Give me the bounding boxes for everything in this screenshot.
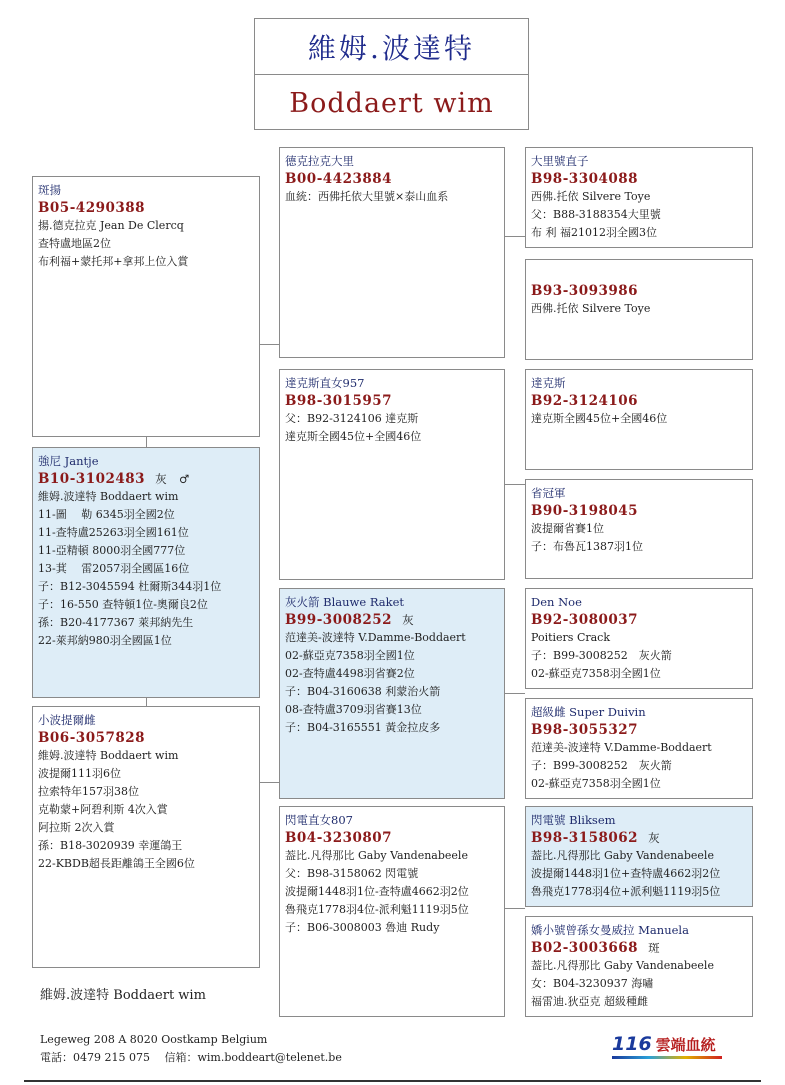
pigeon-info-line: 西佛.托依 Silvere Toye	[531, 190, 651, 203]
pigeon-name: 灰火箭 Blauwe Raket	[285, 595, 405, 609]
ring-number: B98-3055327	[531, 722, 639, 738]
pigeon-info-line: 查特盧地區2位	[38, 237, 111, 250]
pigeon-info-line: 11-查特盧25263羽全國161位	[38, 526, 189, 539]
pigeon-name: 小波提爾雌	[38, 713, 96, 727]
pigeon-info-line: 葢比.凡得那比 Gaby Vandenabeele	[531, 959, 714, 972]
ring-number: B92-3124106	[531, 393, 639, 409]
pigeon-info-line: 11-圖 勒 6345羽全國2位	[38, 508, 175, 521]
pigeon-info-line: 02-查特盧4498羽省賽2位	[285, 667, 415, 680]
pigeon-info-line: 西佛.托依 Silvere Toye	[531, 302, 651, 315]
connector-line	[504, 236, 525, 237]
pigeon-info-line: 子：B99-3008252 灰火箭	[531, 649, 672, 662]
pigeon-card-subject	[32, 447, 260, 698]
pigeon-info-line: 女：B04-3230937 海嘯	[531, 977, 654, 990]
ring-number: B99-3008252	[285, 612, 393, 628]
ring-number: B93-3093986	[531, 283, 639, 299]
pigeon-info-line: 阿拉斯 2次入賞	[38, 821, 115, 834]
ring-number-row	[531, 829, 747, 847]
pigeon-info-line: 13-萁 雷2057羽全國區16位	[38, 562, 190, 575]
pigeon-card-sdd	[525, 479, 753, 579]
pigeon-card-dds	[525, 806, 753, 907]
pigeon-card-dam-dam	[279, 806, 505, 1017]
ring-number: B98-3158062	[531, 830, 639, 846]
pigeon-name: 達克斯	[531, 376, 566, 390]
ring-number-row	[38, 470, 254, 488]
pigeon-card-sss	[525, 147, 753, 248]
pigeon-name: 大里號直子	[531, 154, 589, 168]
ring-number: B98-3304088	[531, 171, 639, 187]
pigeon-info-line: 孫：B20-4177367 萊邦納先生	[38, 616, 194, 629]
title-box	[254, 18, 529, 130]
pigeon-card-sire-dam	[279, 369, 505, 580]
pigeon-color: 灰	[402, 613, 415, 627]
ring-number: B90-3198045	[531, 503, 639, 519]
pigeon-info-line: 子：B04-3165551 黃金拉皮多	[285, 721, 441, 734]
pigeon-info-line: 葢比.凡得那比 Gaby Vandenabeele	[285, 849, 468, 862]
pigeon-info-line: 布 利 福21012羽全國3位	[531, 226, 657, 239]
pigeon-name: 超級雌 Super Duivin	[531, 705, 646, 719]
footer-divider	[24, 1080, 761, 1082]
title-chinese: 維姆.波達特	[255, 19, 528, 75]
pigeon-info-line: 08-查特盧3709羽省賽13位	[285, 703, 422, 716]
pigeon-card-sire	[32, 176, 260, 437]
contact-block	[40, 1031, 342, 1067]
ring-number-row	[531, 939, 747, 957]
logo-number: 116	[612, 1033, 652, 1055]
pigeon-card-ssd	[525, 259, 753, 360]
pigeon-info-line: 02-蘇亞克7358羽全國1位	[531, 667, 661, 680]
ring-number-row	[285, 611, 499, 629]
pigeon-name: 德克拉克大里	[285, 154, 354, 168]
pigeon-info-line: 父：B92-3124106 達克斯	[285, 412, 419, 425]
pigeon-info-line: 范達美-波達特 V.Damme-Boddaert	[285, 631, 466, 644]
connector-line	[259, 782, 280, 783]
pigeon-info-line: 子：B12-3045594 杜爾斯344羽1位	[38, 580, 222, 593]
pigeon-color: 灰	[648, 831, 661, 845]
connector-line	[146, 697, 147, 706]
pigeon-name: 閃電直女807	[285, 813, 353, 827]
pigeon-info-line: 維姆.波達特 Boddaert wim	[38, 490, 179, 503]
pigeon-info-line: 魯飛克1778羽4位+派利魁1119羽5位	[531, 885, 721, 898]
pigeon-name: 強尼 Jantje	[38, 454, 99, 468]
ring-number: B10-3102483	[38, 471, 146, 487]
pigeon-name: 嬌小號曾孫女曼威拉 Manuela	[531, 923, 689, 937]
pigeon-info-line: 克勒蒙+阿碧利斯 4次入賞	[38, 803, 168, 816]
pigeon-info-line: 子：B99-3008252 灰火箭	[531, 759, 672, 772]
pigeon-info-line: 波提爾1448羽1位-查特盧4662羽2位	[285, 885, 469, 898]
pigeon-card-dam	[32, 706, 260, 968]
ring-number: B04-3230807	[285, 830, 393, 846]
pigeon-info-line: 22-KBDB超長距離鴿王全國6位	[38, 857, 195, 870]
address-line: Legeweg 208 A 8020 Oostkamp Belgium	[40, 1033, 268, 1046]
pigeon-info-line: 葢比.凡得那比 Gaby Vandenabeele	[531, 849, 714, 862]
pigeon-info-line: 父：B88-3188354大里號	[531, 208, 661, 221]
pigeon-info-line: 22-萊邦納980羽全國區1位	[38, 634, 172, 647]
logo-text: 雲端血統	[655, 1035, 716, 1054]
pigeon-info-line: 范達美-波達特 V.Damme-Boddaert	[531, 741, 712, 754]
logo-swoosh	[612, 1056, 722, 1059]
connector-line	[259, 344, 280, 345]
pigeon-name: 達克斯直女957	[285, 376, 365, 390]
pigeon-info-line: 孫：B18-3020939 幸運鴿王	[38, 839, 183, 852]
pigeon-info-line: 11-亞精頓 8000羽全國777位	[38, 544, 186, 557]
pigeon-info-line: 維姆.波達特 Boddaert wim	[38, 749, 179, 762]
pigeon-name: Den Noe	[531, 595, 582, 609]
pigeon-card-ddd	[525, 916, 753, 1017]
pigeon-name: 閃電號 Bliksem	[531, 813, 616, 827]
pigeon-info-line: 達克斯全國45位+全國46位	[285, 430, 422, 443]
pigeon-info-line: 子：布魯瓦1387羽1位	[531, 540, 643, 553]
pigeon-info-line: 波提爾省賽1位	[531, 522, 604, 535]
ring-number: B92-3080037	[531, 612, 639, 628]
pigeon-info-line: 子：B06-3008003 魯迪 Rudy	[285, 921, 440, 934]
pigeon-info-line: 子：16-550 查特頓1位-奧爾良2位	[38, 598, 208, 611]
pigeon-name	[531, 264, 747, 282]
ring-number: B02-3003668	[531, 940, 639, 956]
pigeon-info-line: 達克斯全國45位+全國46位	[531, 412, 668, 425]
ring-number: B98-3015957	[285, 393, 393, 409]
owner-name: 維姆.波達特 Boddaert wim	[40, 988, 206, 1003]
pigeon-info-line: 揚.德克拉克 Jean De Clercq	[38, 219, 184, 232]
pigeon-card-sds	[525, 369, 753, 470]
pigeon-info-line: 子：B04-3160638 利蒙治火箭	[285, 685, 441, 698]
pigeon-info-line: 血統：西佛托依大里號×泰山血系	[285, 190, 449, 203]
pigeon-info-line: 02-蘇亞克7358羽全國1位	[531, 777, 661, 790]
pigeon-card-dss	[525, 588, 753, 689]
pigeon-color: 斑	[648, 941, 661, 955]
pigeon-name: 斑揚	[38, 183, 61, 197]
pigeon-info-line: 父：B98-3158062 閃電號	[285, 867, 419, 880]
connector-line	[504, 693, 525, 694]
pigeon-info-line: 波提爾111羽6位	[38, 767, 121, 780]
pigeon-name: 省冠軍	[531, 486, 566, 500]
title-english: Boddaert wim	[289, 87, 494, 119]
ring-number: B06-3057828	[38, 730, 146, 746]
pigeon-info-line: 拉索特年157羽38位	[38, 785, 139, 798]
connector-line	[146, 436, 147, 447]
ring-number: B00-4423884	[285, 171, 393, 187]
pigeon-info-line: 布利福+蒙托邦+拿邦上位入賞	[38, 255, 189, 268]
pigeon-card-dsd	[525, 698, 753, 799]
pigeon-info-line: Poitiers Crack	[531, 631, 611, 644]
connector-line	[504, 908, 525, 909]
contact-line: 電話：0479 215 075 信箱：wim.boddeart@telenet.be	[40, 1051, 342, 1064]
pigeon-info-line: 波提爾1448羽1位+查特盧4662羽2位	[531, 867, 721, 880]
pigeon-card-sire-sire	[279, 147, 505, 358]
pigeon-info-line: 福雷迪.狄亞克 超級種雌	[531, 995, 648, 1008]
pigeon-color-sex: 灰 ♂	[155, 472, 190, 486]
brand-logo	[612, 1031, 722, 1057]
ring-number: B05-4290388	[38, 200, 146, 216]
connector-line	[504, 484, 525, 485]
pigeon-info-line: 02-蘇亞克7358羽全國1位	[285, 649, 415, 662]
pigeon-card-dam-sire	[279, 588, 505, 799]
pigeon-info-line: 魯飛克1778羽4位-派利魁1119羽5位	[285, 903, 469, 916]
